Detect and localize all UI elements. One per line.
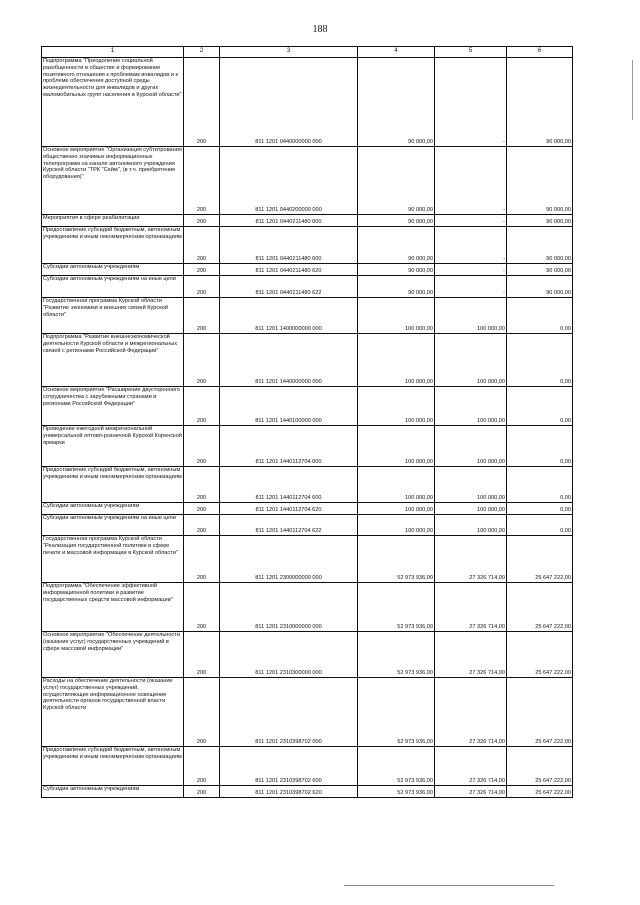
- row-value-col6: 0,00: [507, 515, 573, 536]
- row-group: 200: [184, 632, 220, 678]
- row-name: Государственная программа Курской области "Развитие экономики и внешних связей Курской области": [42, 298, 184, 334]
- row-group: 200: [184, 147, 220, 215]
- table-row: [42, 58, 573, 147]
- row-value-col5: -: [435, 276, 507, 298]
- table-row: [42, 227, 573, 264]
- row-value-col6: 90 000,00: [507, 58, 573, 147]
- row-name: Проведение ежегодной межрегиональной универсальной оптово-розничной Курской Коренской ярмарки: [42, 426, 184, 467]
- row-value-col4: 90 000,00: [358, 227, 435, 264]
- table-row: [42, 334, 573, 387]
- row-code: 811 1201 1440112704 620: [220, 503, 358, 515]
- row-name: Мероприятия в сфере реабилитации: [42, 215, 184, 227]
- row-value-col5: 100 000,00: [435, 467, 507, 503]
- row-group: 200: [184, 583, 220, 632]
- row-group: 200: [184, 678, 220, 747]
- row-value-col6: 25 647 222,00: [507, 632, 573, 678]
- table-row: [42, 678, 573, 747]
- row-code: 811 1201 2310000000 000: [220, 583, 358, 632]
- row-group: 200: [184, 58, 220, 147]
- page-number: 188: [312, 24, 328, 35]
- row-group: 200: [184, 298, 220, 334]
- col-header-2: 2: [184, 47, 220, 58]
- row-group: 200: [184, 387, 220, 426]
- row-name: Субсидии автономным учреждениям на иные цели: [42, 276, 184, 298]
- row-value-col4: 52 973 936,00: [358, 747, 435, 786]
- row-value-col5: -: [435, 264, 507, 276]
- row-value-col5: 100 000,00: [435, 426, 507, 467]
- row-code: 811 1201 0440211480 000: [220, 215, 358, 227]
- row-value-col4: 52 973 936,00: [358, 786, 435, 798]
- row-value-col6: 25 647 222,00: [507, 678, 573, 747]
- row-name: Предоставление субсидий бюджетным, автономным учреждениям и иным некоммерческим организациям: [42, 227, 184, 264]
- row-value-col5: 27 326 714,00: [435, 583, 507, 632]
- col-header-1: 1: [42, 47, 184, 58]
- col-header-6: 6: [507, 47, 573, 58]
- row-value-col5: -: [435, 58, 507, 147]
- row-code: 811 1201 1440100000 000: [220, 387, 358, 426]
- table-row: [42, 503, 573, 515]
- row-value-col6: 25 647 222,00: [507, 536, 573, 583]
- row-value-col4: 100 000,00: [358, 503, 435, 515]
- row-code: 811 1201 1440112704 600: [220, 467, 358, 503]
- row-value-col5: 100 000,00: [435, 298, 507, 334]
- row-group: 200: [184, 264, 220, 276]
- row-value-col6: 90 000,00: [507, 215, 573, 227]
- row-value-col5: 100 000,00: [435, 334, 507, 387]
- row-name: Основное мероприятие "Обеспечение деятельности (оказание услуг) государственных учреждений в сфере массовой информации": [42, 632, 184, 678]
- row-value-col6: 0,00: [507, 426, 573, 467]
- row-value-col6: 90 000,00: [507, 227, 573, 264]
- row-value-col4: 100 000,00: [358, 387, 435, 426]
- row-group: 200: [184, 747, 220, 786]
- row-value-col4: 90 000,00: [358, 58, 435, 147]
- row-value-col5: -: [435, 215, 507, 227]
- row-value-col5: 100 000,00: [435, 387, 507, 426]
- row-value-col5: -: [435, 227, 507, 264]
- row-value-col6: 0,00: [507, 387, 573, 426]
- row-value-col6: 90 000,00: [507, 276, 573, 298]
- col-header-5: 5: [435, 47, 507, 58]
- row-name: Субсидии автономным учреждениям: [42, 264, 184, 276]
- table-row: [42, 298, 573, 334]
- row-name: Расходы на обеспечение деятельности (оказание услуг) государственных учреждений, осуществляющих информационное освещение деятельности органов государственной власти Курской области: [42, 678, 184, 747]
- col-header-4: 4: [358, 47, 435, 58]
- table-row: [42, 467, 573, 503]
- row-value-col5: 27 326 714,00: [435, 536, 507, 583]
- row-name: Государственная программа Курской области "Реализация государственной политики в сфере печати и массовой информации в Курской области": [42, 536, 184, 583]
- row-group: 200: [184, 503, 220, 515]
- row-code: 811 1201 0440000000 000: [220, 58, 358, 147]
- row-name: Подпрограмма "Преодоление социальной разобщенности в обществе и формирование позитивного отношения к проблемам инвалидов и к проблеме обеспечения доступной среды жизнедеятельности для инвалидов и других маломобильных групп населения в Курской области": [42, 58, 184, 147]
- row-value-col4: 90 000,00: [358, 147, 435, 215]
- table-row: [42, 147, 573, 215]
- row-value-col4: 52 973 936,00: [358, 632, 435, 678]
- row-value-col6: 0,00: [507, 298, 573, 334]
- col-header-3: 3: [220, 47, 358, 58]
- row-name: Основное мероприятие "Расширение двустороннего сотрудничества с зарубежными странами и регионами Российской Федерации": [42, 387, 184, 426]
- row-value-col4: 90 000,00: [358, 276, 435, 298]
- row-value-col6: 90 000,00: [507, 264, 573, 276]
- row-code: 811 1201 0440211480 622: [220, 276, 358, 298]
- row-value-col5: 27 326 714,00: [435, 786, 507, 798]
- row-value-col6: 25 647 222,00: [507, 786, 573, 798]
- row-group: 200: [184, 227, 220, 264]
- row-name: Предоставление субсидий бюджетным, автономным учреждениям и иным некоммерческим организациям: [42, 747, 184, 786]
- row-value-col6: 25 647 222,00: [507, 747, 573, 786]
- row-value-col5: 27 326 714,00: [435, 747, 507, 786]
- row-code: 811 1201 0440200000 000: [220, 147, 358, 215]
- row-name: Предоставление субсидий бюджетным, автономным учреждениям и иным некоммерческим организациям: [42, 467, 184, 503]
- row-name: Основное мероприятие "Организация субтитрования общественно значимых информационных телепрограмм на канале автономного учреждения Курской области "ТРК "Сейм", (в т.ч. приобретение оборудования)": [42, 147, 184, 215]
- row-value-col4: 52 973 936,00: [358, 536, 435, 583]
- row-code: 811 1201 1440112704 000: [220, 426, 358, 467]
- row-code: 811 1201 2310300000 000: [220, 632, 358, 678]
- row-code: 811 1201 1400000000 000: [220, 298, 358, 334]
- table-row: [42, 387, 573, 426]
- table-row: [42, 426, 573, 467]
- row-value-col4: 100 000,00: [358, 467, 435, 503]
- row-name: Подпрограмма "Обеспечение эффективной информационной политики и развитие государственных средств массовой информации": [42, 583, 184, 632]
- row-value-col5: 27 326 714,00: [435, 678, 507, 747]
- row-code: 811 1201 0440211480 600: [220, 227, 358, 264]
- row-code: 811 1201 2310398702 620: [220, 786, 358, 798]
- table-row: [42, 747, 573, 786]
- row-value-col4: 100 000,00: [358, 334, 435, 387]
- table-row: [42, 632, 573, 678]
- row-group: 200: [184, 786, 220, 798]
- row-value-col5: 100 000,00: [435, 515, 507, 536]
- row-code: 811 1201 2300000000 000: [220, 536, 358, 583]
- row-value-col5: 27 326 714,00: [435, 632, 507, 678]
- row-value-col4: 52 973 936,00: [358, 583, 435, 632]
- row-value-col4: 100 000,00: [358, 426, 435, 467]
- row-value-col6: 25 647 222,00: [507, 583, 573, 632]
- row-group: 200: [184, 215, 220, 227]
- row-value-col5: 100 000,00: [435, 503, 507, 515]
- row-group: 200: [184, 467, 220, 503]
- budget-table: [41, 46, 573, 798]
- row-code: 811 1201 2310398702 600: [220, 747, 358, 786]
- row-name: Субсидии автономным учреждениям: [42, 786, 184, 798]
- row-value-col5: -: [435, 147, 507, 215]
- header-row: [42, 47, 573, 58]
- row-value-col6: 0,00: [507, 503, 573, 515]
- row-code: 811 1201 2310398702 000: [220, 678, 358, 747]
- row-name: Подпрограмма "Развитие внешнеэкономической деятельности Курской области и межрегиональных связей с регионами Российской Федерации": [42, 334, 184, 387]
- row-value-col6: 0,00: [507, 334, 573, 387]
- row-value-col6: 90 000,00: [507, 147, 573, 215]
- table-row: [42, 536, 573, 583]
- row-value-col6: 0,00: [507, 467, 573, 503]
- row-name: Субсидии автономным учреждениям: [42, 503, 184, 515]
- row-group: 200: [184, 334, 220, 387]
- row-group: 200: [184, 536, 220, 583]
- row-group: 200: [184, 515, 220, 536]
- table-row: [42, 215, 573, 227]
- row-value-col4: 52 973 936,00: [358, 678, 435, 747]
- row-group: 200: [184, 276, 220, 298]
- table-row: [42, 515, 573, 536]
- row-value-col4: 90 000,00: [358, 264, 435, 276]
- row-code: 811 1201 0440211480 620: [220, 264, 358, 276]
- row-name: Субсидии автономным учреждениям на иные цели: [42, 515, 184, 536]
- row-value-col4: 100 000,00: [358, 298, 435, 334]
- row-group: 200: [184, 426, 220, 467]
- table-row: [42, 264, 573, 276]
- row-code: 811 1201 1440000000 000: [220, 334, 358, 387]
- scan-mark-edge: [632, 60, 633, 120]
- row-value-col4: 90 000,00: [358, 215, 435, 227]
- table-row: [42, 786, 573, 798]
- table-row: [42, 583, 573, 632]
- row-value-col4: 100 000,00: [358, 515, 435, 536]
- table-row: [42, 276, 573, 298]
- row-code: 811 1201 1440112704 622: [220, 515, 358, 536]
- scan-mark-bottom: [344, 885, 554, 886]
